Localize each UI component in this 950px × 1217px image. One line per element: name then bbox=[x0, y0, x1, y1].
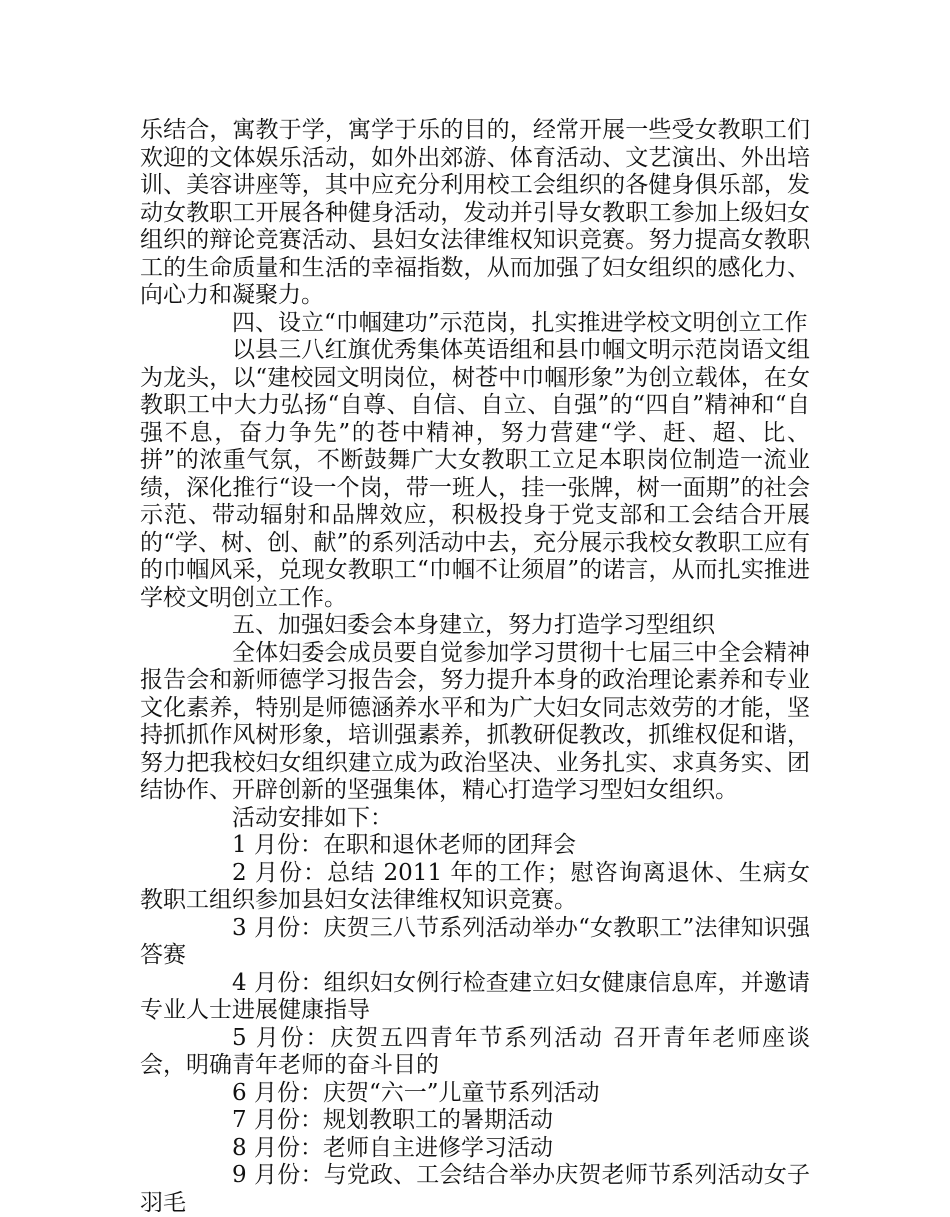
schedule-item-may: 5 月份：庆贺五四青年节系列活动 召开青年老师座谈会，明确青年老师的奋斗目的 bbox=[140, 1024, 810, 1078]
paragraph-section-4-body: 以县三八红旗优秀集体英语组和县巾帼文明示范岗语文组为龙头，以“建校园文明岗位，树苍中巾帼形象”为创立载体，在女教职工中大力弘扬“自尊、自信、自立、自强”的“四自”精神和“自强不息，奋力争先”的苍中精神，努力营建“学、赶、超、比、拼”的浓重气氛，不断鼓舞广大女教职工立足本职岗位制造一流业绩，深化推行“设一个岗，带一班人，挂一张牌，树一面期”的社会示范、带动辐射和品牌效应，积极投身于党支部和工会结合开展的“学、树、创、献”的系列活动中去，充分展示我校女教职工应有的巾帼风采，兑现女教职工“巾帼不让须眉”的诺言，从而扎实推进学校文明创立工作。 bbox=[140, 337, 810, 611]
schedule-item-august: 8 月份：老师自主进修学习活动 bbox=[232, 1134, 553, 1161]
schedule-item-february: 2 月份：总结 2011 年的工作；慰咨询离退休、生病女教职工组织参加县妇女法律维权知识竞赛。 bbox=[140, 859, 810, 913]
section-heading-4: 四、设立“巾帼建功”示范岗，扎实推进学校文明创立工作 bbox=[232, 309, 808, 336]
schedule-item-june: 6 月份：庆贺“六一”儿童节系列活动 bbox=[232, 1079, 600, 1106]
schedule-item-january: 1 月份：在职和退休老师的团拜会 bbox=[232, 832, 576, 858]
schedule-item-april: 4 月份：组织妇女例行检查建立妇女健康信息库，并邀请专业人士进展健康指导 bbox=[140, 969, 810, 1023]
schedule-item-july: 7 月份：规划教职工的暑期活动 bbox=[232, 1107, 553, 1133]
document-page bbox=[140, 117, 810, 1217]
paragraph-section-5-body: 全体妇委会成员要自觉参加学习贯彻十七届三中全会精神报告会和新师德学习报告会，努力提升本身的政治理论素养和专业文化素养，特别是师德涵养水平和为广大妇女同志效劳的才能，坚持抓抓作风树形象，培训强素养，抓教研促教改，抓维权促和谐，努力把我校妇女组织建立成为政治坚决、业务扎实、求真务实、团结协作、开辟创新的坚强集体，精心打造学习型妇女组织。 bbox=[140, 639, 810, 803]
schedule-item-march: 3 月份：庆贺三八节系列活动举办“女教职工”法律知识强答赛 bbox=[140, 914, 810, 968]
paragraph-activities-intro: 乐结合，寓教于学，寓学于乐的目的，经常开展一些受女教职工们欢迎的文体娱乐活动，如外出郊游、体育活动、文艺演出、外出培训、美容讲座等，其中应充分利用校工会组织的各健身俱乐部，发动女教职工开展各种健身活动，发动并引导女教职工参加上级妇女组织的辩论竞赛活动、县妇女法律维权知识竞赛。努力提高女教职工的生命质量和生活的幸福指数，从而加强了妇女组织的感化力、向心力和凝聚力。 bbox=[140, 117, 810, 308]
schedule-item-september: 9 月份：与党政、工会结合举办庆贺老师节系列活动女子羽毛 bbox=[140, 1162, 810, 1216]
schedule-heading: 活动安排如下： bbox=[232, 804, 393, 831]
section-heading-5: 五、加强妇委会本身建立，努力打造学习型组织 bbox=[232, 612, 715, 638]
